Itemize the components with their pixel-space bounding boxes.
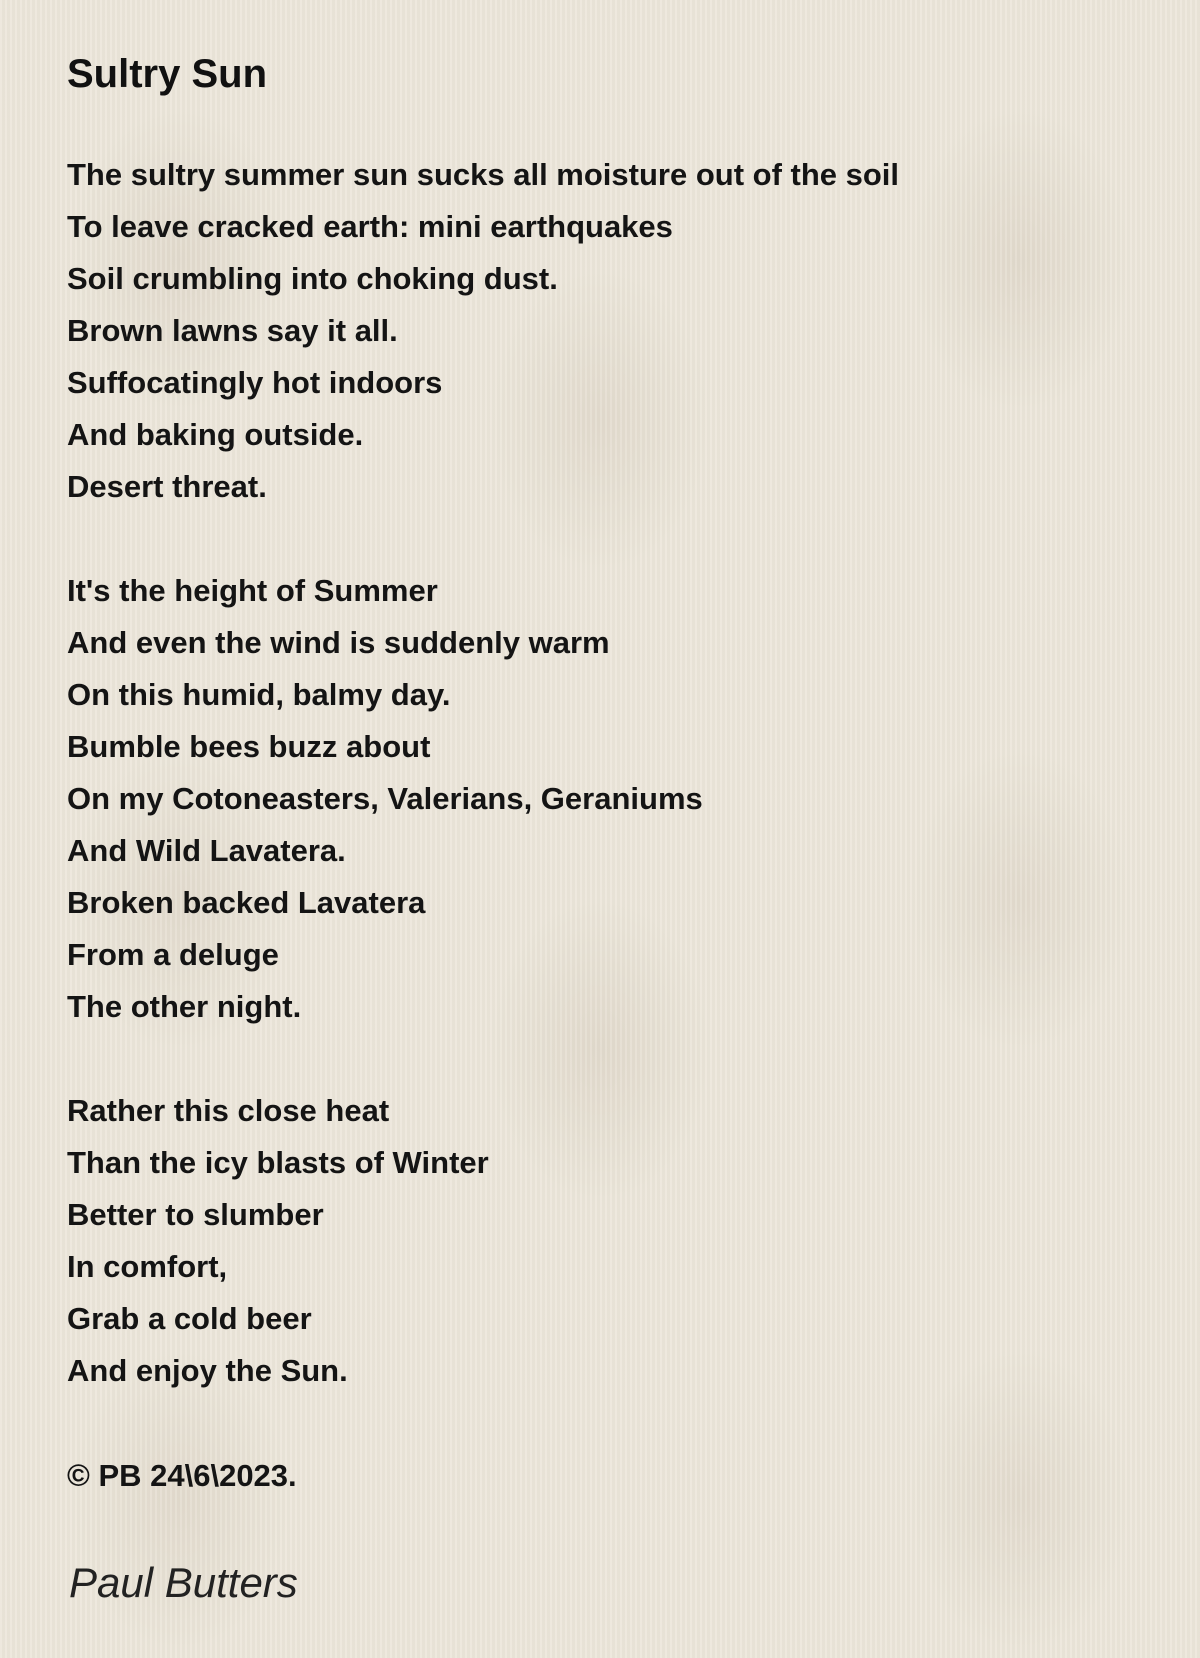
author-name: Paul Butters (69, 1559, 298, 1606)
poem-line: Soil crumbling into choking dust. (67, 261, 558, 296)
poem-line: And enjoy the Sun. (67, 1353, 348, 1388)
copyright-notice: © PB 24\6\2023. (67, 1458, 297, 1493)
poem-line: To leave cracked earth: mini earthquakes (67, 209, 673, 244)
poem-line: Better to slumber (67, 1197, 324, 1232)
poem-line: Than the icy blasts of Winter (67, 1145, 489, 1180)
poem-line: From a deluge (67, 937, 279, 972)
poem-body (67, 149, 899, 1449)
poem-line: The sultry summer sun sucks all moisture out of the soil (67, 157, 900, 192)
poem-line: Rather this close heat (67, 1093, 390, 1128)
poem-line: Suffocatingly hot indoors (67, 365, 443, 400)
poem-line: On my Cotoneasters, Valerians, Geraniums (67, 781, 703, 816)
poem-line: Broken backed Lavatera (67, 885, 426, 920)
poem-line: Brown lawns say it all. (67, 313, 398, 348)
poem-line: Desert threat. (67, 469, 267, 504)
stanza-3 (67, 1085, 899, 1397)
poem-line: And baking outside. (67, 417, 364, 452)
poem-line: Grab a cold beer (67, 1301, 312, 1336)
poem-title: Sultry Sun (67, 52, 268, 96)
poem-line: The other night. (67, 989, 302, 1024)
poem-line: It's the height of Summer (67, 573, 438, 608)
stanza-2 (67, 565, 899, 1033)
poem-line: And Wild Lavatera. (67, 833, 346, 868)
stanza-1 (67, 149, 899, 513)
poem-line: In comfort, (67, 1249, 228, 1284)
poem-line: And even the wind is suddenly warm (67, 625, 610, 660)
poem-line: Bumble bees buzz about (67, 729, 431, 764)
poem-line: On this humid, balmy day. (67, 677, 451, 712)
